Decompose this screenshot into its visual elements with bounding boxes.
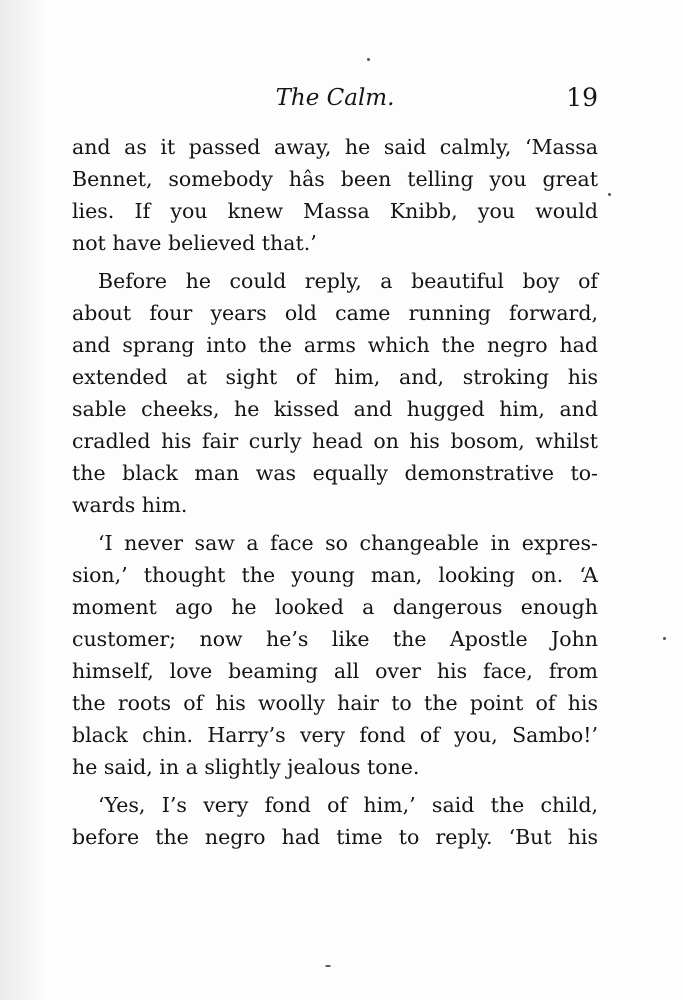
running-head [72,82,598,118]
text-line: he said, in a slightly jealous tone. [72,755,420,779]
text-line: about four years old came running forward, [72,301,598,325]
page-number: 19 [566,83,598,112]
text-line: himself, love beaming all over his face, from [72,659,598,683]
text-line: before the negro had time to reply. ‘But his [72,825,598,849]
text-line: Before he could reply, a beautiful boy of [98,269,598,293]
text-line: the black man was equally demonstrative to- [72,461,598,485]
body-text [72,131,598,853]
scan-speck [608,193,611,196]
scan-speck [325,965,331,967]
page-gutter-shadow [0,0,46,1000]
text-line: and as it passed away, he said calmly, ‘Massa [72,135,598,159]
text-line: and sprang into the arms which the negro had [72,333,598,357]
text-line: lies. If you knew Massa Knibb, you would [72,199,598,223]
text-line: cradled his fair curly head on his bosom, whilst [72,429,598,453]
running-title: The Calm. [275,85,395,111]
text-line: not have believed that.’ [72,231,317,255]
scan-speck [663,637,666,640]
text-line: ‘I never saw a face so changeable in expres- [98,531,598,555]
text-line: moment ago he looked a dangerous enough [72,595,598,619]
text-line: Bennet, somebody hâs been telling you great [72,167,598,191]
scan-speck [367,58,370,61]
text-line: customer; now he’s like the Apostle John [72,627,598,651]
text-line: black chin. Harry’s very fond of you, Sambo!’ [72,723,598,747]
text-line: sion,’ thought the young man, looking on. ‘A [72,563,598,587]
text-line: wards him. [72,493,188,517]
text-line: ‘Yes, I’s very fond of him,’ said the child, [98,793,598,817]
text-line: extended at sight of him, and, stroking his [72,365,598,389]
text-line: the roots of his woolly hair to the point of his [72,691,598,715]
text-line: sable cheeks, he kissed and hugged him, and [72,397,598,421]
